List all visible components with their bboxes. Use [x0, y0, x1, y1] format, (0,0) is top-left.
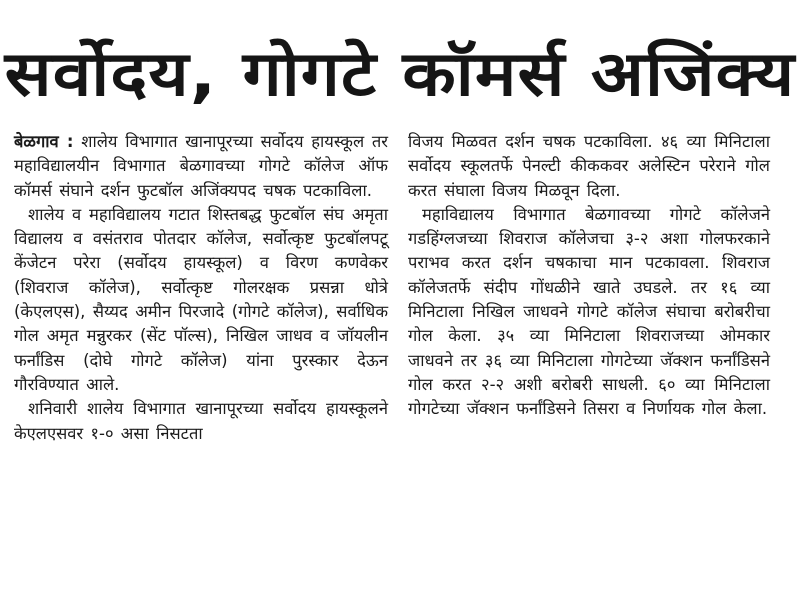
headline: सर्वोदय, गोगटे कॉमर्स अजिंक्य	[4, 37, 796, 110]
dateline: बेळगाव :	[14, 132, 74, 151]
article-body	[14, 130, 770, 446]
column-left	[14, 130, 388, 446]
paragraph	[14, 130, 388, 203]
paragraph: शालेय व महाविद्यालय गटात शिस्तबद्ध फुटबॉल संघ अमृता विद्यालय व वसंतराव पोतदार कॉलेज, सर्वोत्कृष्ट फुटबॉलपटू केंजेटन परेरा (सर्वोदय हायस्कूल) व विरण कणवेकर (शिवराज कॉलेज), सर्वोत्कृष्ट गोलरक्षक प्रसन्ना धोत्रे (केएलएस), सैय्यद अमीन पिरजादे (गोगटे कॉलेज), सर्वाधिक गोल अमृत मन्नुरकर (सेंट पॉल्स), निखिल जाधव व जॉयलीन फर्नांडिस (दोघे गोगटे कॉलेज) यांना पुरस्कार देऊन गौरविण्यात आले.	[14, 204, 388, 394]
paragraph: शनिवारी शालेय विभागात खानापूरच्या सर्वोदय हायस्कूलने केएलएसवर १-० असा निसटता	[14, 399, 388, 443]
paragraph: महाविद्यालय विभागात बेळगावच्या गोगटे कॉलेजने गडहिंग्लजच्या शिवराज कॉलेजचा ३-२ अशा गोलफरकाने पराभव करत दर्शन चषकाचा मान पटकावला. शिवराज कॉलेजतर्फे संदीप गोंधळीने खाते उघडले. तर १६ व्या मिनिटाला निखिल जाधवने गोगटे कॉलेज संघाचा बरोबरीचा गोल केला. ३५ व्या मिनिटाला शिवराजच्या ओमकार जाधवने तर ३६ व्या मिनिटाला गोगटेच्या जॅक्शन फर्नांडिसने गोल करत २-२ अशी बरोबरी साधली. ६० व्या मिनिटाला गोगटेच्या जॅक्शन फर्नांडिसने तिसरा व निर्णायक गोल केला.	[408, 204, 770, 419]
column-right	[408, 130, 770, 446]
paragraph-text: शालेय विभागात खानापूरच्या सर्वोदय हायस्कूल तर महाविद्यालयीन विभागात बेळगावच्या गोगटे कॉलेज ऑफ कॉमर्स संघाने दर्शन फुटबॉल अजिंक्यपद चषक पटकाविला.	[14, 132, 388, 200]
paragraph: विजय मिळवत दर्शन चषक पटकाविला. ४६ व्या मिनिटाला सर्वोदय स्कूलतर्फे पेनल्टी कीककवर अलेस्टिन परेराने गोल करत संघाला विजय मिळवून दिला.	[408, 132, 770, 200]
